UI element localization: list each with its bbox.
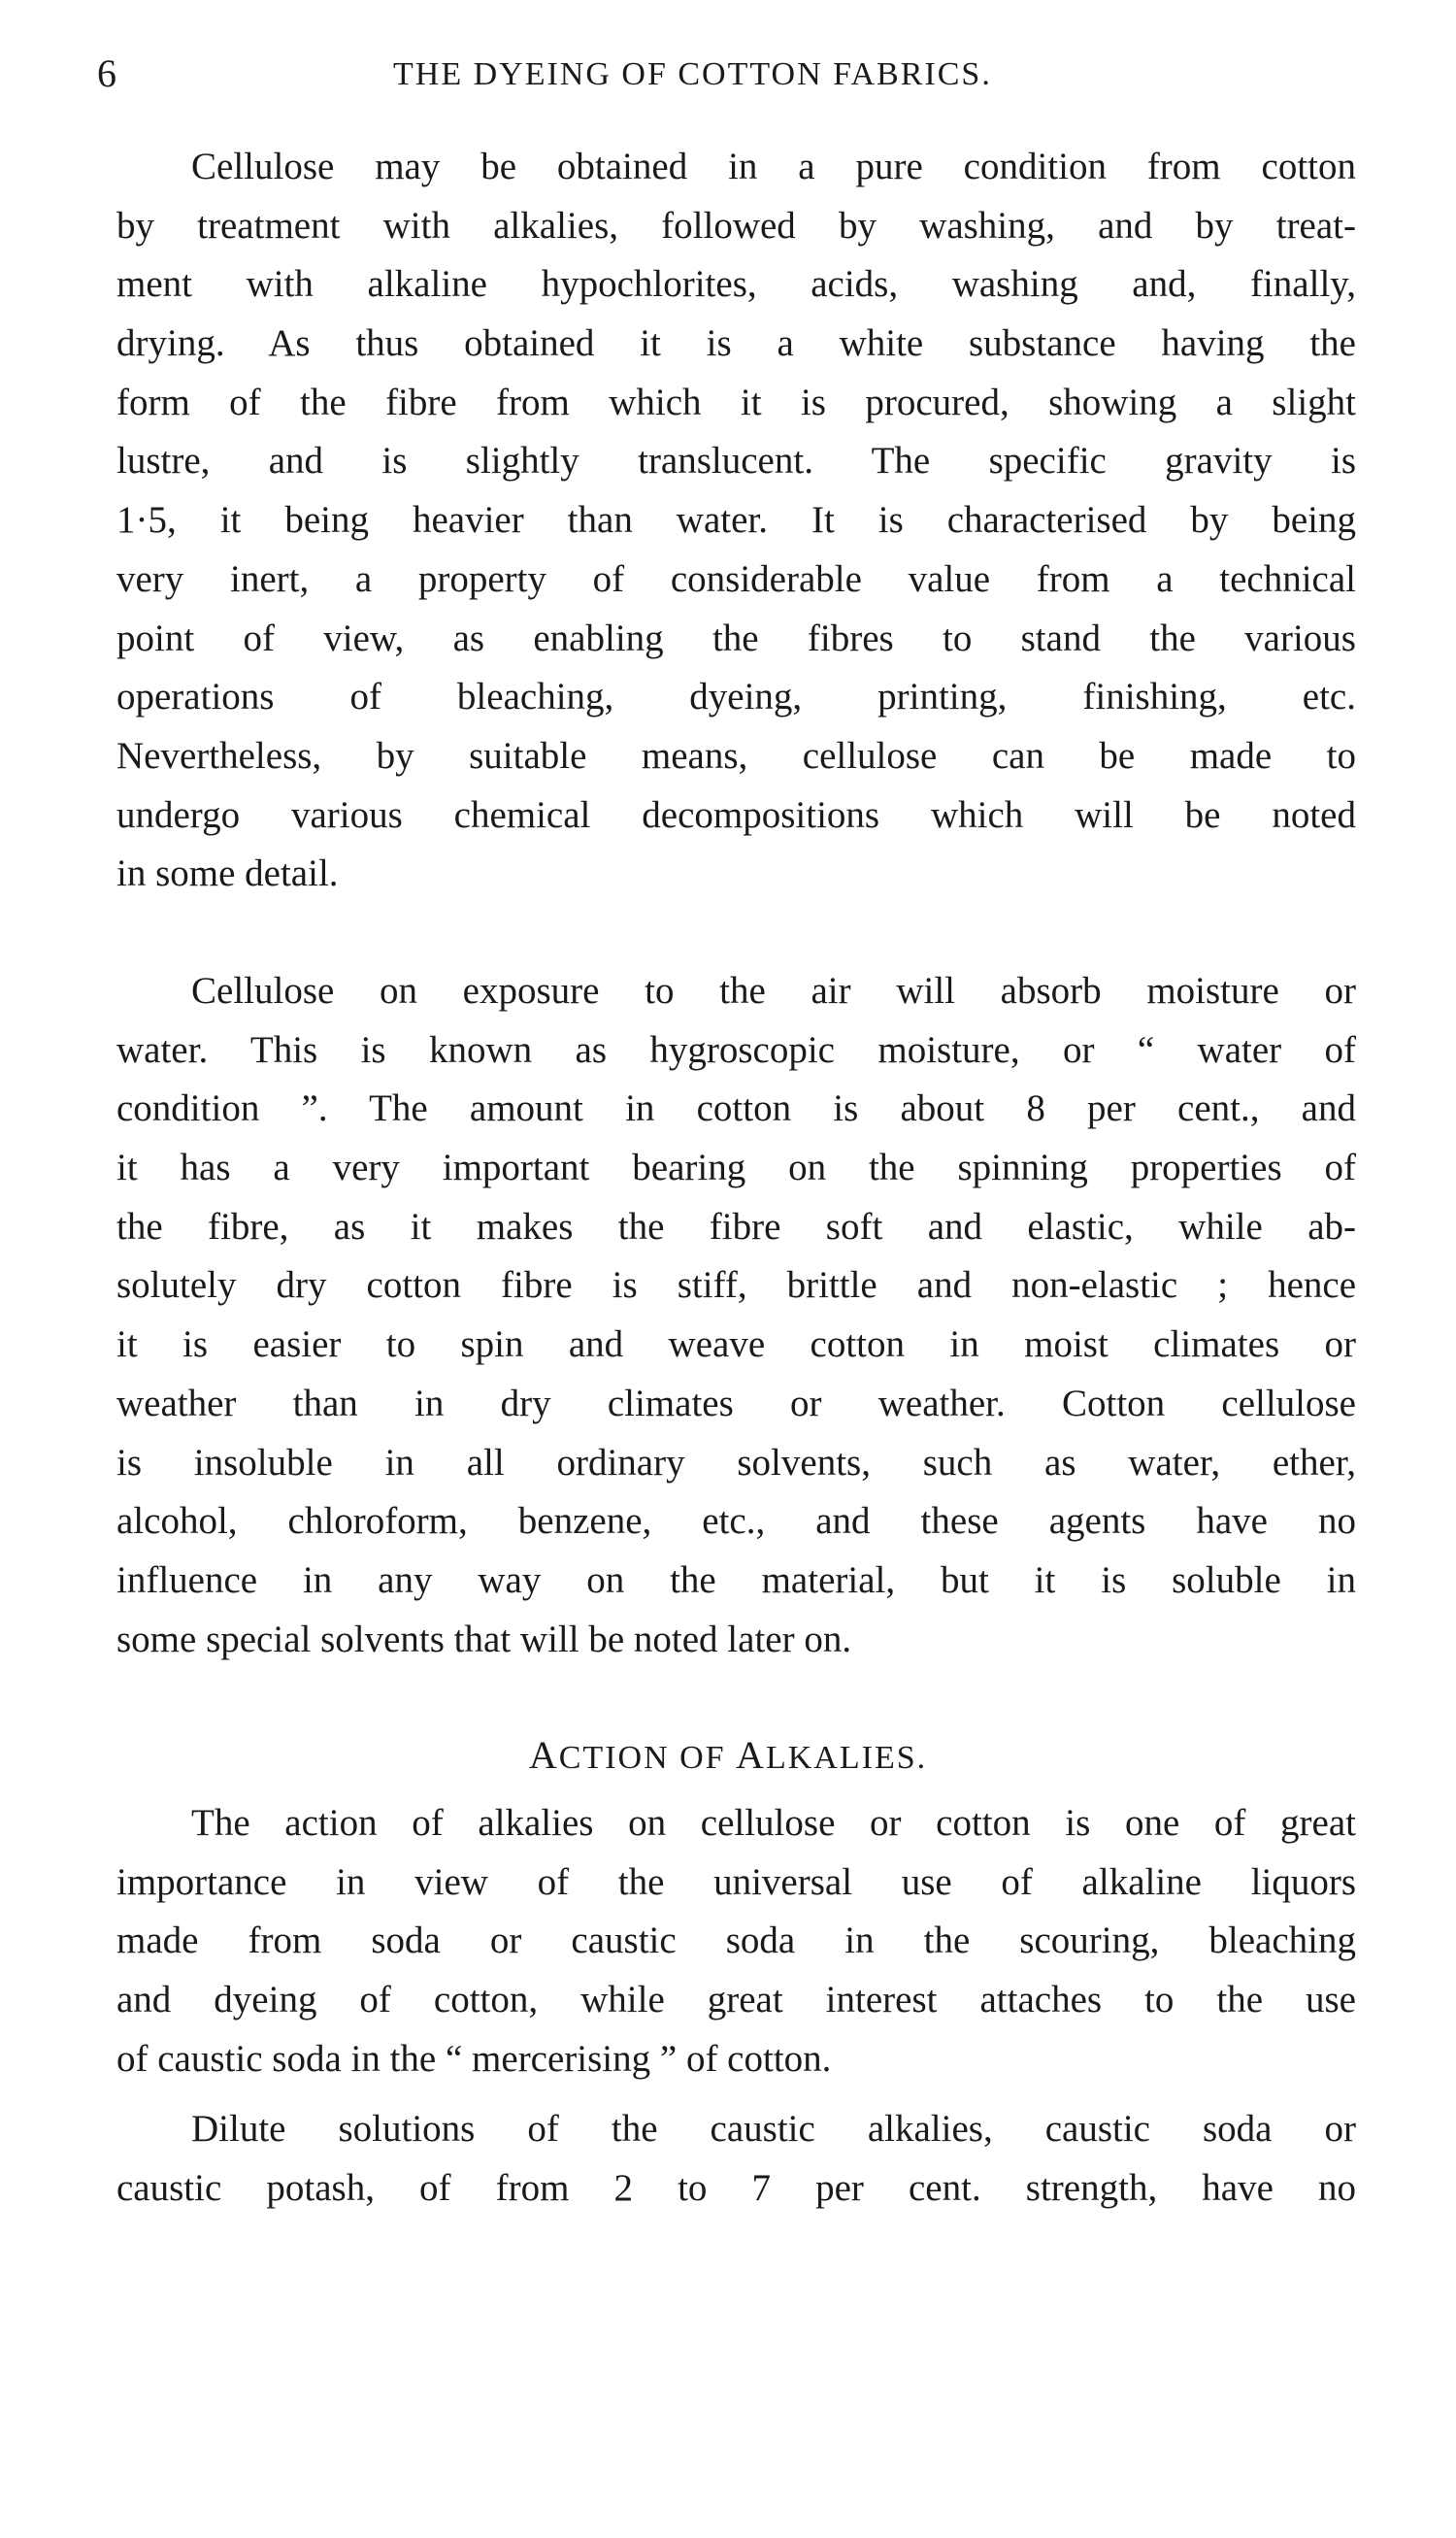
text-line: Nevertheless, by suitable means, cellulose can be made to (116, 734, 1356, 777)
text-line: ment with alkaline hypochlorites, acids, washing and, finally, (116, 263, 1356, 306)
text-line: operations of bleaching, dyeing, printing, finishing, etc. (116, 676, 1356, 718)
text-line: caustic potash, of from 2 to 7 per cent. strength, have no (116, 2166, 1356, 2209)
text-line: The action of alkalies on cellulose or cotton is one of great (191, 1802, 1356, 1844)
text-line: water. This is known as hygroscopic moisture, or “ water of (116, 1028, 1356, 1071)
paragraph-3 (116, 1794, 1356, 2088)
text-line: by treatment with alkalies, followed by washing, and by treat- (116, 204, 1356, 247)
text-line: and dyeing of cotton, while great interest attaches to the use (116, 1979, 1356, 2021)
text-line: drying. As thus obtained it is a white substance having the (116, 322, 1356, 365)
text-line: it is easier to spin and weave cotton in moist climates or (116, 1323, 1356, 1366)
text-line: lustre, and is slightly translucent. The specific gravity is (116, 440, 1356, 483)
running-title: THE DYEING OF COTTON FABRICS. (393, 56, 992, 92)
text-line: very inert, a property of considerable value from a technical (116, 557, 1356, 600)
text-line: of caustic soda in the “ mercerising ” of cotton. (116, 2037, 832, 2080)
text-line: Cellulose on exposure to the air will absorb moisture or (191, 970, 1356, 1012)
text-line: undergo various chemical decompositions which will be noted (116, 793, 1356, 836)
paragraph-1 (116, 138, 1356, 904)
text-line: Dilute solutions of the caustic alkalies, caustic soda or (191, 2108, 1356, 2150)
text-line: point of view, as enabling the fibres to stand the various (116, 617, 1356, 659)
text-line: 1·5, it being heavier than water. It is characterised by being (116, 499, 1356, 542)
text-line: weather than in dry climates or weather. Cotton cellulose (116, 1382, 1356, 1424)
text-line: is insoluble in all ordinary solvents, such as water, ether, (116, 1441, 1356, 1484)
text-line: Cellulose may be obtained in a pure condition from cotton (191, 146, 1356, 187)
text-line: the fibre, as it makes the fibre soft and elastic, while ab- (116, 1205, 1356, 1248)
section-heading: ACTION OF ALKALIES. (528, 1733, 928, 1777)
text-line: importance in view of the universal use of alkaline liquors (116, 1860, 1356, 1903)
text-line: influence in any way on the material, but it is soluble in (116, 1558, 1356, 1601)
text-line: solutely dry cotton fibre is stiff, brittle and non-elastic ; hence (116, 1264, 1356, 1307)
text-line: condition ”. The amount in cotton is about 8 per cent., and (116, 1087, 1356, 1130)
text-line: it has a very important bearing on the spinning properties of (116, 1147, 1356, 1189)
text-line: some special solvents that will be noted later on. (116, 1618, 852, 1660)
text-line: alcohol, chloroform, benzene, etc., and these agents have no (116, 1500, 1356, 1543)
text-line: in some detail. (116, 852, 339, 895)
text-line: form of the fibre from which it is procured, showing a slight (116, 381, 1356, 423)
paragraph-2 (116, 962, 1356, 1669)
text-line: made from soda or caustic soda in the scouring, bleaching (116, 1920, 1356, 1962)
page-number: 6 (97, 51, 116, 95)
paragraph-4 (116, 2100, 1356, 2218)
running-header (97, 50, 1356, 105)
